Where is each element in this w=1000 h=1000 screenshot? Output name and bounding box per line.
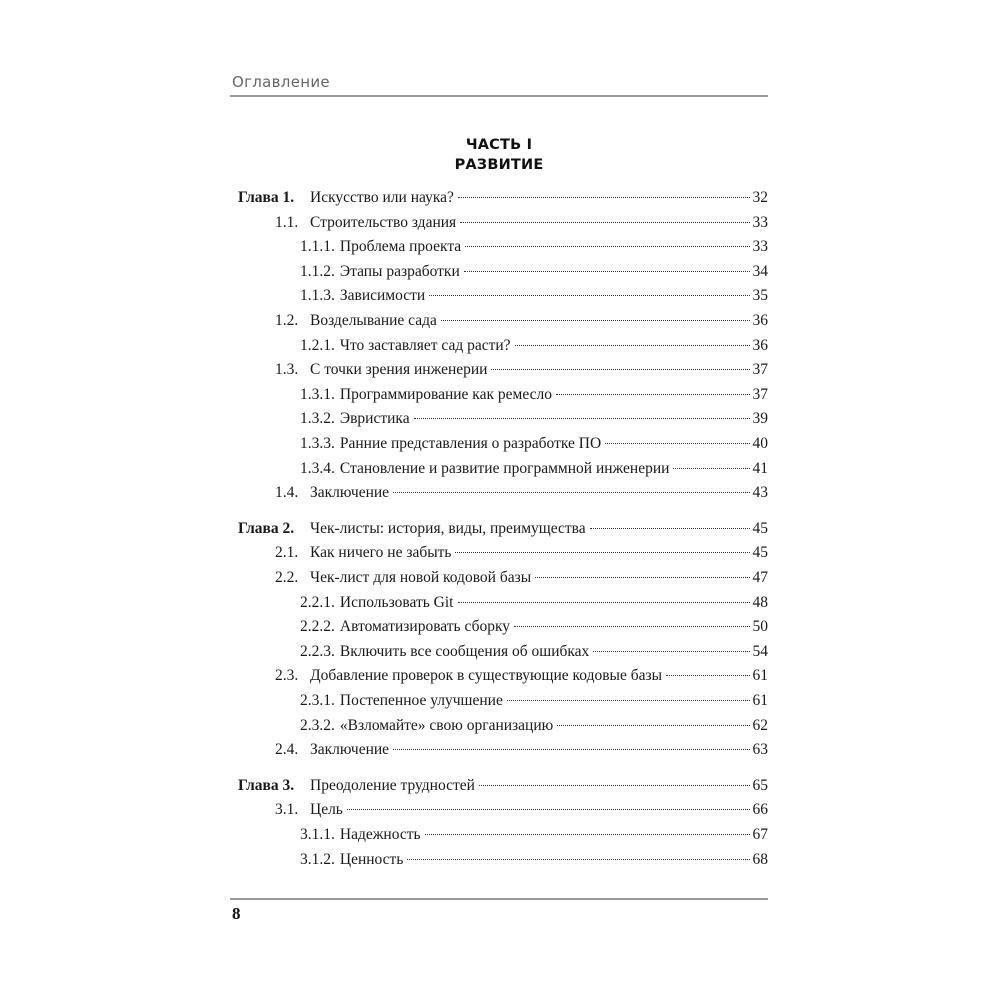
toc-dot-leader: [429, 295, 749, 296]
page-number: 8: [232, 904, 241, 923]
toc-chapter-entry: [238, 188, 768, 208]
toc-entry-number: 1.1.1.: [300, 238, 335, 255]
toc-entry-page: 50: [752, 618, 768, 635]
toc-entry-title: Как ничего не забыть: [310, 544, 452, 561]
toc-dot-leader: [590, 528, 750, 529]
toc-entry-title: Ранние представления о разработке ПО: [339, 435, 602, 452]
toc-entry-page: 54: [752, 643, 768, 660]
toc-section-entry: [300, 237, 768, 257]
toc-entry-number: 1.3.: [275, 361, 299, 378]
part-title: ЧАСТЬ I: [465, 137, 533, 153]
toc-entry-page: 65: [752, 777, 768, 794]
toc-entry-page: 40: [752, 435, 768, 452]
toc-entry-title: Становление и развитие программной инженерии: [339, 460, 670, 477]
toc-entry-page: 48: [752, 594, 768, 611]
toc-entry-number: 2.2.2.: [300, 618, 335, 635]
toc-entry-number: 2.2.: [275, 569, 299, 586]
toc-entry-number: 2.2.1.: [300, 594, 335, 611]
running-header: Оглавление: [232, 73, 330, 91]
toc-entry-title: «Взломайте» свою организацию: [339, 717, 554, 734]
toc-dot-leader: [666, 675, 749, 676]
toc-entry-page: 67: [752, 826, 768, 843]
toc-entry-page: 36: [752, 337, 768, 354]
toc-entry-page: 41: [752, 460, 768, 477]
toc-entry-number: 3.1.: [275, 801, 299, 818]
toc-chapter-entry: [238, 776, 768, 796]
toc-dot-leader: [515, 345, 750, 346]
toc-entry-title: Заключение: [310, 741, 390, 758]
toc-entry-page: 32: [752, 189, 768, 206]
toc-entry-title: Возделывание сада: [310, 312, 437, 329]
toc-entry-title: Зависимости: [339, 287, 426, 304]
toc-dot-leader: [393, 749, 749, 750]
toc-dot-leader: [557, 725, 749, 726]
toc-entry-title: Что заставляет сад расти?: [339, 337, 511, 354]
toc-entry-title: Добавление проверок в существующие кодовые базы: [310, 667, 663, 684]
toc-section-entry: [300, 593, 768, 613]
toc-section-entry: [275, 666, 768, 686]
toc-entry-page: 33: [752, 238, 768, 255]
toc-entry-title: Этапы разработки: [339, 263, 460, 280]
toc-section-entry: [300, 434, 768, 454]
toc-section-entry: [275, 360, 768, 380]
toc-entry-page: 35: [752, 287, 768, 304]
part-subtitle: РАЗВИТИЕ: [454, 157, 544, 173]
toc-entry-number: 1.1.: [275, 214, 299, 231]
toc-entry-page: 37: [752, 386, 768, 403]
toc-dot-leader: [464, 271, 750, 272]
toc-dot-leader: [479, 785, 750, 786]
toc-entry-title: Программирование как ремесло: [339, 386, 552, 403]
toc-entry-title: Цель: [310, 801, 343, 818]
toc-entry-page: 45: [752, 544, 768, 561]
toc-entry-title: С точки зрения инженерии: [310, 361, 488, 378]
toc-dot-leader: [491, 369, 749, 370]
toc-entry-page: 33: [752, 214, 768, 231]
toc-entry-number: Глава 3.: [238, 777, 295, 794]
toc-dot-leader: [514, 626, 749, 627]
toc-section-entry: [300, 825, 768, 845]
toc-dot-leader: [458, 197, 750, 198]
toc-entry-page: 39: [752, 410, 768, 427]
toc-entry-title: Строительство здания: [310, 214, 457, 231]
toc-section-entry: [275, 483, 768, 503]
toc-section-entry: [275, 543, 768, 563]
toc-entry-title: Чек-листы: история, виды, преимущества: [310, 520, 586, 537]
toc-section-entry: [275, 311, 768, 331]
toc-section-entry: [300, 850, 768, 870]
toc-section-entry: [300, 617, 768, 637]
toc-entry-page: 43: [752, 484, 768, 501]
toc-entry-title: Включить все сообщения об ошибках: [339, 643, 590, 660]
toc-entry-page: 61: [752, 667, 768, 684]
toc-entry-page: 47: [752, 569, 768, 586]
toc-entry-number: 3.1.1.: [300, 826, 335, 843]
toc-entry-title: Заключение: [310, 484, 390, 501]
toc-dot-leader: [425, 834, 750, 835]
toc-dot-leader: [465, 246, 749, 247]
toc-dot-leader: [460, 222, 749, 223]
toc-section-entry: [300, 716, 768, 736]
toc-dot-leader: [673, 468, 749, 469]
toc-section-entry: [300, 262, 768, 282]
toc-dot-leader: [535, 577, 749, 578]
toc-entry-title: Постепенное улучшение: [339, 692, 503, 709]
toc-entry-page: 34: [752, 263, 768, 280]
toc-entry-page: 63: [752, 741, 768, 758]
toc-section-entry: [300, 459, 768, 479]
toc-entry-number: 1.3.4.: [300, 460, 335, 477]
toc-entry-number: 2.3.1.: [300, 692, 335, 709]
toc-dot-leader: [441, 320, 750, 321]
toc-entry-title: Чек-лист для новой кодовой базы: [310, 569, 532, 586]
toc-dot-leader: [458, 602, 750, 603]
toc-entry-number: 1.2.: [275, 312, 299, 329]
toc-entry-number: 1.1.2.: [300, 263, 335, 280]
toc-dot-leader: [605, 443, 749, 444]
toc-chapter-entry: [238, 519, 768, 539]
toc-section-entry: [300, 336, 768, 356]
toc-section-entry: [275, 568, 768, 588]
toc-entry-title: Искусство или наука?: [310, 189, 454, 206]
toc-entry-number: 2.1.: [275, 544, 299, 561]
toc-dot-leader: [393, 492, 749, 493]
toc-dot-leader: [556, 394, 750, 395]
toc-section-entry: [275, 740, 768, 760]
toc-entry-number: 1.3.2.: [300, 410, 335, 427]
toc-entry-title: Автоматизировать сборку: [339, 618, 511, 635]
toc-entry-title: Ценность: [339, 851, 404, 868]
toc-section-entry: [300, 286, 768, 306]
toc-dot-leader: [507, 700, 750, 701]
toc-entry-page: 68: [752, 851, 768, 868]
toc-entry-number: 2.2.3.: [300, 643, 335, 660]
toc-entry-page: 37: [752, 361, 768, 378]
toc-entry-title: Проблема проекта: [339, 238, 462, 255]
toc-section-entry: [300, 385, 768, 405]
toc-section-entry: [300, 642, 768, 662]
toc-entry-title: Эвристика: [339, 410, 410, 427]
toc-section-entry: [300, 409, 768, 429]
toc-entry-title: Использовать Git: [339, 594, 454, 611]
toc-entry-title: Преодоление трудностей: [310, 777, 475, 794]
footer-divider: [230, 898, 768, 900]
toc-entry-page: 36: [752, 312, 768, 329]
toc-dot-leader: [414, 418, 750, 419]
toc-entry-number: 1.1.3.: [300, 287, 335, 304]
toc-dot-leader: [407, 859, 749, 860]
toc-section-entry: [275, 213, 768, 233]
toc-entry-number: 1.2.1.: [300, 337, 335, 354]
toc-entry-page: 61: [752, 692, 768, 709]
toc-entry-number: 1.3.3.: [300, 435, 335, 452]
toc-entry-number: 2.3.: [275, 667, 299, 684]
toc-dot-leader: [593, 651, 749, 652]
toc-entry-page: 62: [752, 717, 768, 734]
toc-entry-number: 3.1.2.: [300, 851, 335, 868]
toc-entry-number: Глава 1.: [238, 189, 295, 206]
toc-entry-title: Надежность: [339, 826, 421, 843]
toc-entry-number: 2.3.2.: [300, 717, 335, 734]
toc-entry-number: 2.4.: [275, 741, 299, 758]
toc-entry-number: 1.3.1.: [300, 386, 335, 403]
toc-entry-page: 66: [752, 801, 768, 818]
toc-entry-number: Глава 2.: [238, 520, 295, 537]
toc-entry-page: 45: [752, 520, 768, 537]
toc-dot-leader: [347, 809, 750, 810]
toc-dot-leader: [455, 552, 749, 553]
toc-entry-number: 1.4.: [275, 484, 299, 501]
toc-section-entry: [275, 800, 768, 820]
toc-section-entry: [300, 691, 768, 711]
